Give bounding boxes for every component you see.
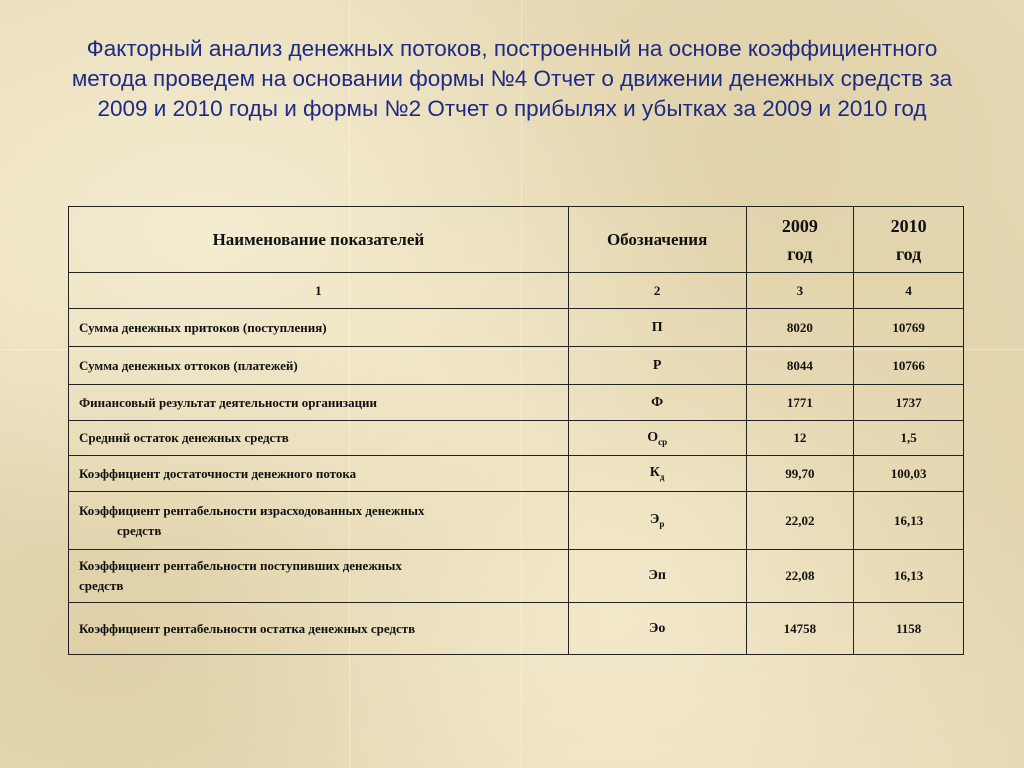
row-value-2010: 10769 [854, 309, 964, 347]
row-symbol: $Э_р$ [568, 492, 746, 550]
table-row [69, 309, 964, 347]
row-value-2010: 1,5 [854, 421, 964, 456]
header-year-2010-number: 2010 [890, 215, 927, 236]
slide-title: Факторный анализ денежных потоков, построенный на основе коэффициентного метода проведем на основании формы №4 Отчет о движении денежных средств за 2009 и 2010 годы и формы №2 Отчет о прибылях и убытках за 2009 и 2010 год [71, 36, 953, 121]
row-value-2010: 1737 [854, 385, 964, 421]
row-symbol: $К_д$ [568, 456, 746, 492]
row-value-2010: 1158 [854, 603, 964, 655]
row-value-2009: 22,08 [746, 550, 854, 603]
column-number: 4 [854, 273, 964, 309]
row-value-2009: 22,02 [746, 492, 854, 550]
header-year-2009 [746, 207, 854, 273]
table-row [69, 347, 964, 385]
row-name: Коэффициент достаточности денежного потока [69, 456, 569, 492]
row-value-2010: 10766 [854, 347, 964, 385]
row-value-2010: 100,03 [854, 456, 964, 492]
column-number: 3 [746, 273, 854, 309]
row-value-2010: 16,13 [854, 550, 964, 603]
cash-flow-factor-table [68, 206, 964, 655]
header-year-2009-word: год [787, 243, 813, 264]
table-header-row [69, 207, 964, 273]
table-row [69, 456, 964, 492]
row-symbol: $О_{ср}$ [568, 421, 746, 456]
row-value-2009: 99,70 [746, 456, 854, 492]
row-symbol: Р [568, 347, 746, 385]
row-symbol: П [568, 309, 746, 347]
header-indicator-name: Наименование показателей [69, 207, 569, 273]
row-symbol: Эо [568, 603, 746, 655]
column-number-row [69, 273, 964, 309]
table-row [69, 492, 964, 550]
row-name: Коэффициент рентабельности израсходованных денежных средств [69, 492, 569, 550]
row-value-2009: 1771 [746, 385, 854, 421]
row-symbol: Эп [568, 550, 746, 603]
row-name: Сумма денежных оттоков (платежей) [69, 347, 569, 385]
row-value-2009: 14758 [746, 603, 854, 655]
table-row [69, 603, 964, 655]
table-row [69, 385, 964, 421]
table-row [69, 550, 964, 603]
row-value-2009: 8020 [746, 309, 854, 347]
header-year-2010 [854, 207, 964, 273]
row-value-2010: 16,13 [854, 492, 964, 550]
row-name: Коэффициент рентабельности остатка денежных средств [69, 603, 569, 655]
table-row [69, 421, 964, 456]
column-number: 2 [568, 273, 746, 309]
column-number: 1 [69, 273, 569, 309]
header-year-2009-number: 2009 [781, 215, 818, 236]
row-name: Коэффициент рентабельности поступивших денежных средств [69, 550, 569, 603]
header-year-2010-word: год [895, 243, 922, 264]
row-name: Финансовый результат деятельности организации [69, 385, 569, 421]
row-name: Сумма денежных притоков (поступления) [69, 309, 569, 347]
row-name: Средний остаток денежных средств [69, 421, 569, 456]
row-symbol: Ф [568, 385, 746, 421]
row-value-2009: 8044 [746, 347, 854, 385]
row-value-2009: 12 [746, 421, 854, 456]
header-symbol: Обозначения [568, 207, 746, 273]
